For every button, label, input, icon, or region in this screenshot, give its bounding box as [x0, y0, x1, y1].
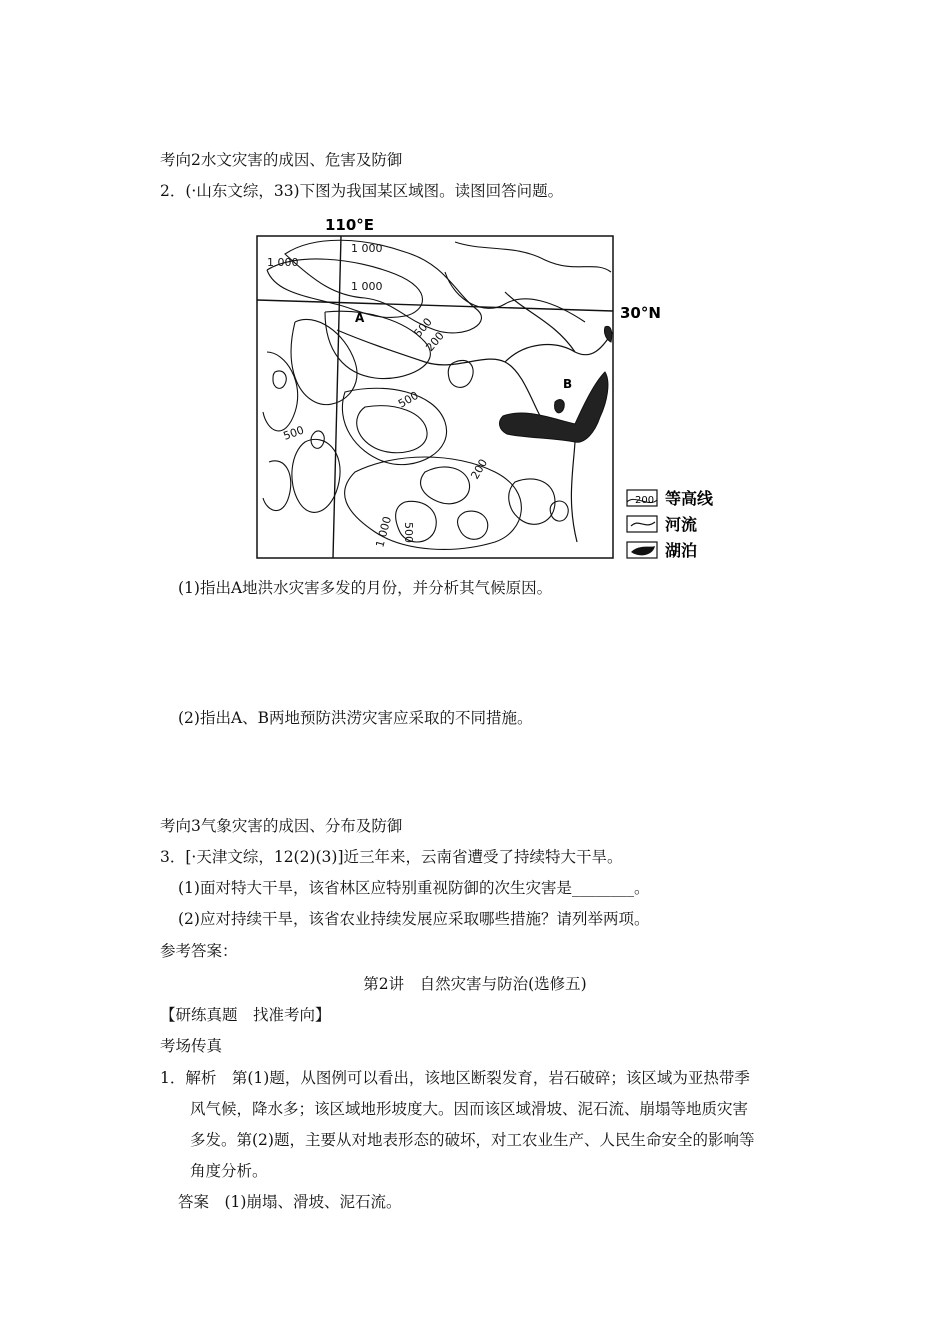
contour-label: 1 000 — [351, 242, 383, 255]
question-2-sub1: (1)指出A地洪水灾害多发的月份，并分析其气候原因。 — [178, 579, 553, 597]
question-2-text: 2．(·山东文综，33)下图为我国某区域图。读图回答问题。 — [160, 182, 564, 200]
legend-contour-sample: 200 — [635, 495, 655, 506]
map-legend — [627, 489, 714, 560]
question-3-text: 3．[·天津文综，12(2)(3)]近三年来，云南省遭受了持续特大干旱。 — [160, 848, 623, 866]
contour-label: 500 — [281, 423, 306, 443]
answer-1-line: 多发。第(2)题，主要从对地表形态的破坏，对工农业生产、人民生命安全的影响等 — [190, 1131, 755, 1149]
legend-lake-label: 湖泊 — [665, 541, 698, 560]
latitude-label: 30°N — [620, 304, 661, 322]
contour-map — [255, 212, 735, 570]
lecture-title: 第2讲 自然灾害与防治(选修五) — [363, 975, 587, 993]
section2-heading: 考向2水文灾害的成因、危害及防御 — [160, 151, 403, 169]
question-2-sub2: (2)指出A、B两地预防洪涝灾害应采取的不同措施。 — [178, 709, 533, 727]
contour-label: 200 — [423, 329, 447, 354]
answer-1-line: 1．解析 第(1)题，从图例可以看出，该地区断裂发育，岩石破碎；该区域为亚热带季 — [160, 1069, 750, 1087]
answers-title: 参考答案： — [160, 942, 238, 960]
contour-label: 1 000 — [267, 256, 299, 269]
section3-heading: 考向3气象灾害的成因、分布及防御 — [160, 817, 403, 835]
legend-contour-label: 等高线 — [665, 489, 714, 508]
contour-label: 200 — [468, 456, 491, 482]
answer-1-line: 风气候，降水多；该区域地形坡度大。因而该区域滑坡、泥石流、崩塌等地质灾害 — [190, 1100, 749, 1118]
point-a-label: A — [355, 311, 365, 325]
contour-label: 500 — [396, 388, 421, 411]
answer-1-line: 角度分析。 — [190, 1162, 268, 1180]
contour-label: 1 000 — [351, 280, 383, 293]
contour-map-figure — [255, 212, 735, 570]
point-b-label: B — [563, 377, 573, 391]
question-3-sub1: (1)面对特大干旱，该省林区应特别重视防御的次生灾害是________。 — [178, 879, 650, 897]
answers-subtitle: 考场传真 — [160, 1037, 223, 1055]
answer-1-key: 答案 (1)崩塌、滑坡、泥石流。 — [178, 1193, 402, 1211]
contour-label: 1 000 — [373, 514, 395, 549]
contour-label: 500 — [402, 522, 415, 543]
contour-label: 500 — [411, 315, 435, 340]
longitude-label: 110°E — [325, 216, 375, 234]
question-3-sub2: (2)应对持续干旱，该省农业持续发展应采取哪些措施？请列举两项。 — [178, 910, 650, 928]
map-frame — [257, 236, 613, 558]
legend-river-label: 河流 — [665, 515, 698, 534]
bracket-title: 【研练真题 找准考向】 — [160, 1006, 331, 1024]
